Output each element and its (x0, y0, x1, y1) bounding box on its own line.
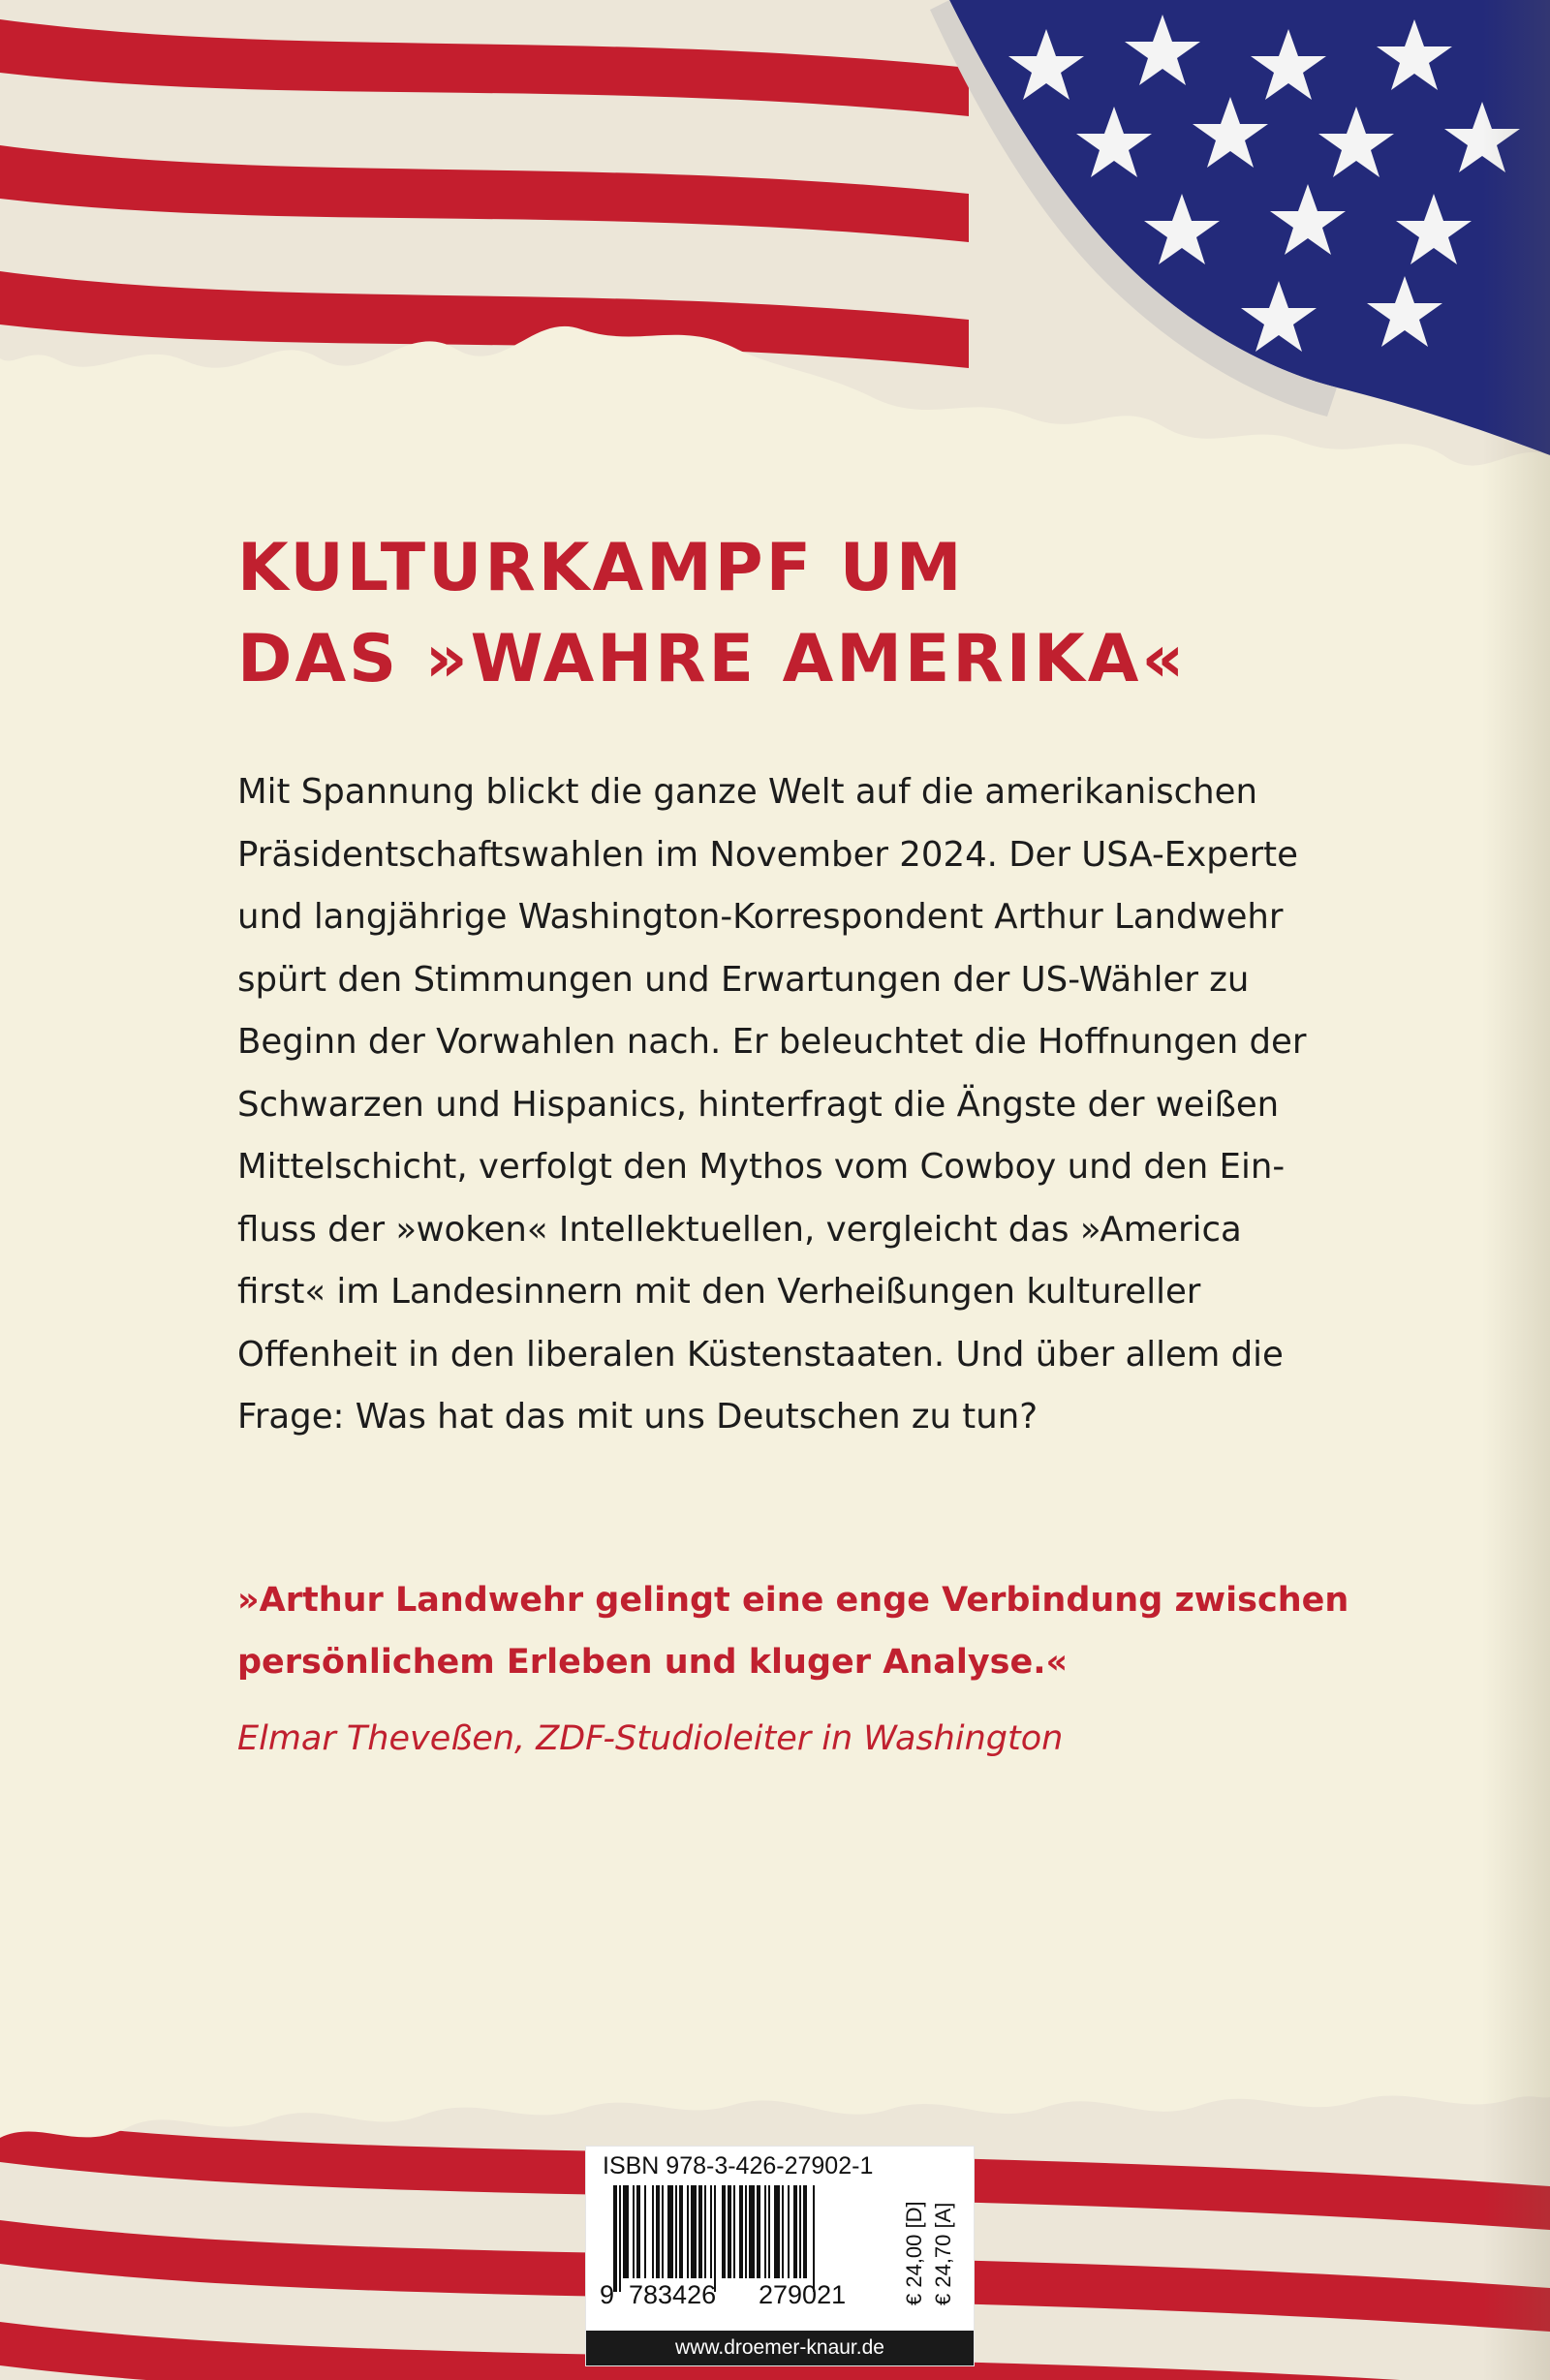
barcode-bars (600, 2185, 890, 2292)
barcode-bar (633, 2185, 635, 2278)
price-germany: € 24,00 [D] (902, 2201, 926, 2305)
quote-author: Elmar Theveßen, ZDF-Studioleiter in Washington (237, 1719, 1064, 1758)
barcode-bar (623, 2185, 629, 2278)
barcode-bar (739, 2185, 743, 2278)
barcode-bar (799, 2185, 801, 2278)
barcode-bar (710, 2185, 712, 2278)
us-flag-top-artwork (0, 0, 1550, 504)
barcode-bar (704, 2185, 706, 2278)
barcode-bar (782, 2185, 784, 2278)
barcode-bar (722, 2185, 726, 2278)
barcode-bar (813, 2185, 815, 2292)
barcode-block (586, 2147, 974, 2365)
barcode-digits-left: 783426 (629, 2280, 717, 2309)
blurb-line: first« im Landesinnern mit den Verheißungen kultureller (237, 1272, 1201, 1312)
barcode-bar (687, 2185, 689, 2278)
barcode-bar (644, 2185, 646, 2278)
quote-line-2: persönlichem Erleben und kluger Analyse.« (237, 1643, 1069, 1682)
barcode-bar (788, 2185, 790, 2278)
blurb-line: fluss der »woken« Intellektuellen, vergleicht das »America (237, 1209, 1242, 1250)
barcode-bar (714, 2185, 716, 2292)
headline (237, 523, 1400, 705)
barcode-bar (757, 2185, 760, 2278)
barcode-bar (619, 2185, 621, 2292)
blurb-line: Mit Spannung blickt die ganze Welt auf die amerikanischen (237, 772, 1257, 812)
barcode-bar (733, 2185, 735, 2278)
review-quote (237, 1569, 1400, 1693)
barcode-bar (667, 2185, 673, 2278)
barcode-bar (768, 2185, 770, 2278)
quote-line-1: »Arthur Landwehr gelingt eine enge Verbindung zwischen (237, 1581, 1349, 1620)
barcode-digit-first: 9 (600, 2280, 615, 2309)
publisher-website: www.droemer-knaur.de (586, 2331, 974, 2365)
blurb-line: Offenheit in den liberalen Küstenstaaten. Und über allem die (237, 1334, 1284, 1375)
barcode-bar (691, 2185, 697, 2278)
barcode-bar (636, 2185, 640, 2278)
barcode-bar (679, 2185, 683, 2278)
blurb-text (237, 761, 1351, 1449)
barcode-bar (764, 2185, 766, 2278)
barcode-bar (749, 2185, 755, 2278)
blurb-line: und langjährige Washington-Korrespondent Arthur Landwehr (237, 897, 1284, 937)
barcode-bar (613, 2185, 617, 2292)
blurb-line: spürt den Stimmungen und Erwartungen der US-Wähler zu (237, 959, 1250, 1000)
isbn-label: ISBN 978-3-426-27902-1 (603, 2152, 874, 2179)
blurb-line: Mittelschicht, verfolgt den Mythos vom Cowboy und den Ein- (237, 1147, 1286, 1187)
blurb-line: Schwarzen und Hispanics, hinterfragt die Ängste der weißen (237, 1084, 1280, 1125)
blurb-line: Präsidentschaftswahlen im November 2024. Der USA-Experte (237, 834, 1298, 875)
barcode-bar (698, 2185, 702, 2278)
barcode-bar (675, 2185, 677, 2278)
headline-line-1: KULTURKAMPF UM (237, 530, 965, 606)
headline-line-2: DAS »WAHRE AMERIKA« (237, 621, 1188, 697)
barcode-bar (803, 2185, 807, 2278)
barcode-bar (652, 2185, 654, 2278)
barcode-bar (793, 2185, 797, 2278)
blurb-line: Frage: Was hat das mit uns Deutschen zu tun? (237, 1397, 1038, 1437)
barcode-bar (745, 2185, 747, 2278)
spine-edge-shade (1482, 0, 1550, 2380)
price-austria: € 24,70 [A] (931, 2202, 955, 2305)
barcode-bar (774, 2185, 780, 2278)
barcode-bar (662, 2185, 664, 2278)
barcode-digits-right: 279021 (759, 2280, 847, 2309)
barcode-bar (728, 2185, 731, 2278)
barcode-bar (656, 2185, 660, 2278)
blurb-line: Beginn der Vorwahlen nach. Er beleuchtet die Hoffnungen der (237, 1022, 1307, 1062)
